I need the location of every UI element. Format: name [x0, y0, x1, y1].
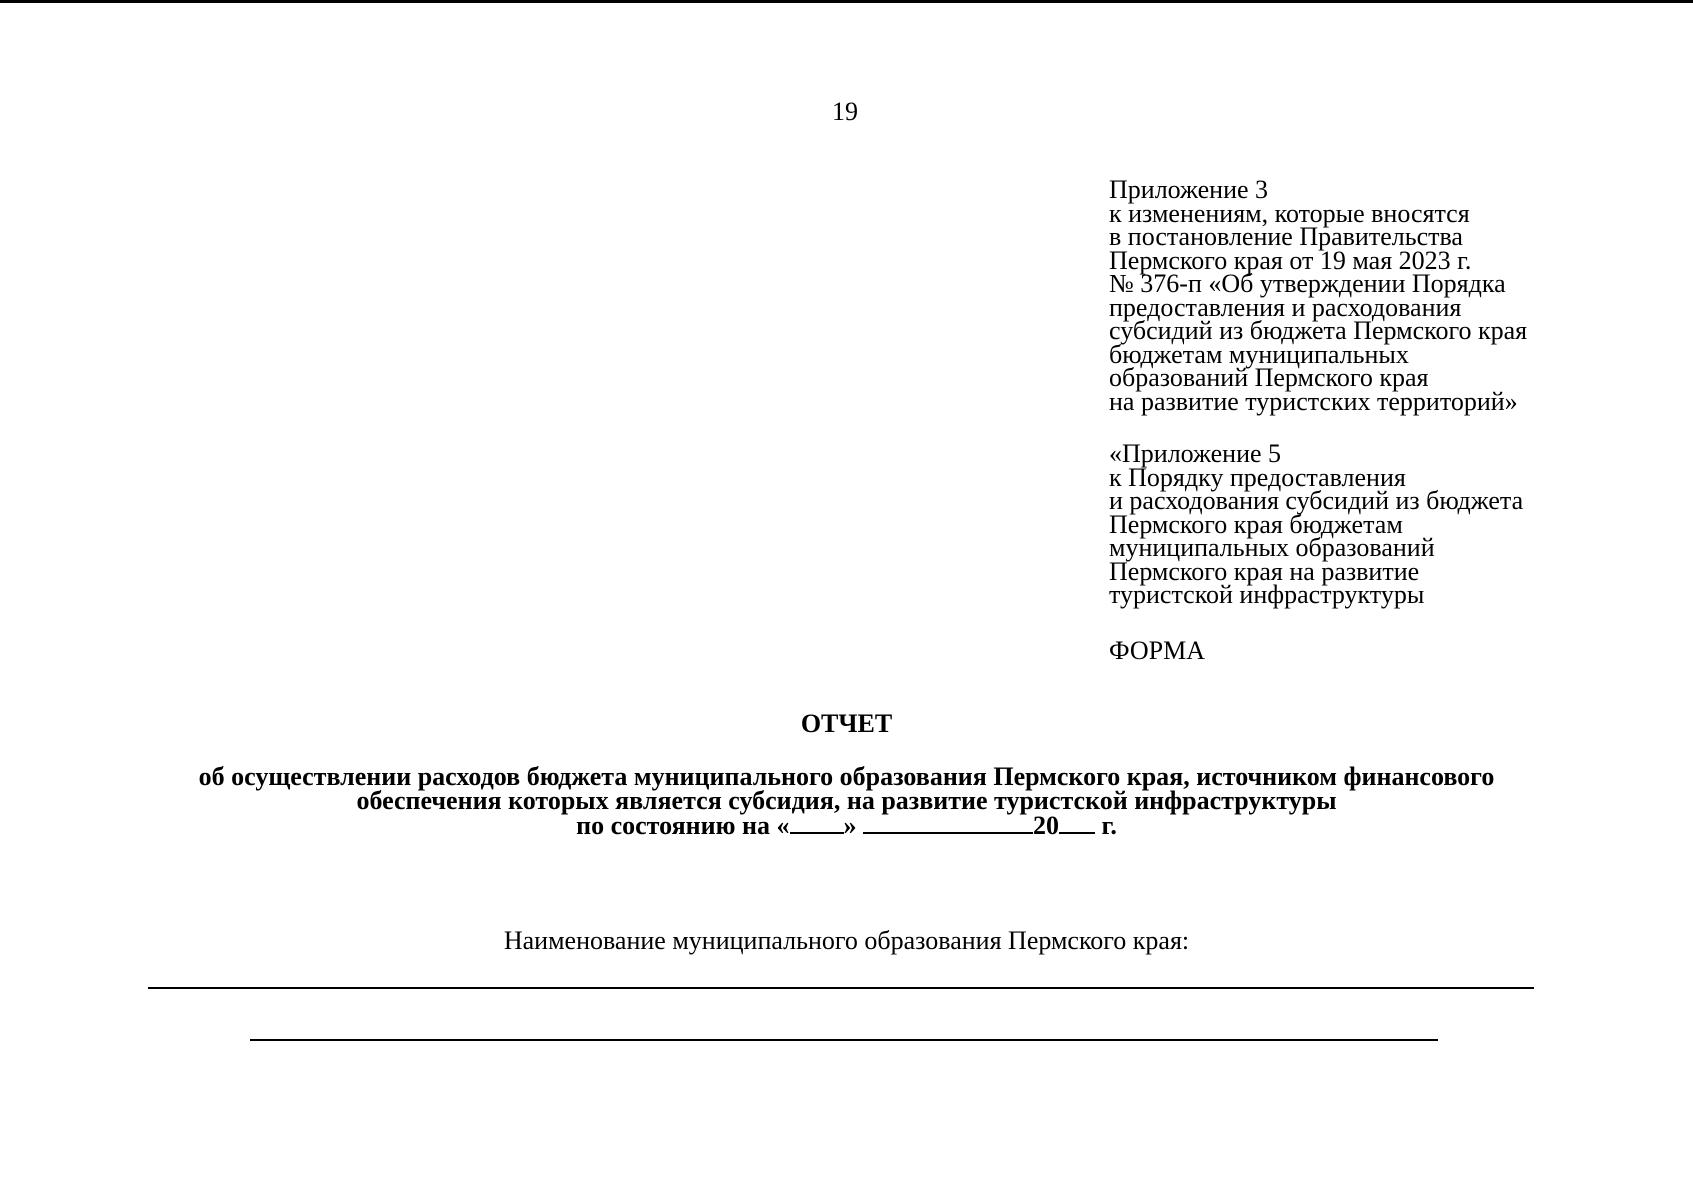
annex-5-line: и расходования субсидий из бюджета	[1109, 486, 1524, 515]
annex-5-header	[1109, 439, 1524, 609]
annex-5-line: к Порядку предоставления	[1109, 462, 1406, 492]
report-subtitle	[100, 762, 1593, 840]
municipality-fill-line[interactable]	[250, 1039, 1438, 1041]
municipality-label: Наименование муниципального образования Пермского края:	[503, 926, 1190, 955]
annex-5-line: муниципальных образований	[1109, 533, 1435, 562]
report-date-suffix: г.	[1095, 811, 1117, 840]
annex-5-line: Пермского края бюджетам	[1109, 509, 1403, 539]
day-blank[interactable]	[790, 812, 844, 834]
annex-5-line: туристской инфраструктуры	[1109, 580, 1425, 609]
annex-3-line: предоставления и расходования	[1109, 292, 1462, 322]
report-date-prefix: по состоянию на «	[576, 811, 790, 840]
annex-3-line: Пермского края от 19 мая 2023 г.	[1109, 245, 1472, 275]
report-subtitle-line-1: об осуществлении расходов бюджета муниципального образования Пермского края, источником финансового	[198, 762, 1495, 791]
report-title: ОТЧЕТ	[800, 709, 893, 738]
annex-3-line: к изменениям, которые вносятся	[1109, 198, 1470, 228]
annex-3-line: в постановление Правительства	[1109, 222, 1463, 251]
annex-5-line: «Приложение 5	[1109, 439, 1282, 468]
report-date-year-prefix: 20	[1033, 811, 1059, 840]
forma-label: ФОРМА	[1109, 636, 1205, 665]
annex-3-line: Приложение 3	[1109, 175, 1269, 204]
annex-3-line: № 376-п «Об утверждении Порядка	[1109, 269, 1506, 298]
page-top-edge	[0, 0, 1693, 3]
annex-3-header	[1109, 175, 1528, 416]
report-date-quote-close: »	[843, 811, 863, 840]
annex-3-line: образований Пермского края	[1109, 363, 1429, 392]
month-blank[interactable]	[863, 812, 1033, 834]
annex-3-line: субсидий из бюджета Пермского края	[1109, 316, 1528, 345]
report-subtitle-line-2: обеспечения которых является субсидия, на развитие туристской инфраструктуры	[356, 785, 1337, 815]
page-number: 19	[832, 97, 858, 126]
annex-3-line: на развитие туристских территорий»	[1109, 386, 1518, 416]
municipality-fill-line[interactable]	[148, 987, 1534, 989]
report-date-line	[100, 812, 1593, 838]
annex-3-line: бюджетам муниципальных	[1109, 339, 1409, 369]
year-blank[interactable]	[1059, 812, 1095, 834]
annex-5-line: Пермского края на развитие	[1109, 556, 1420, 586]
